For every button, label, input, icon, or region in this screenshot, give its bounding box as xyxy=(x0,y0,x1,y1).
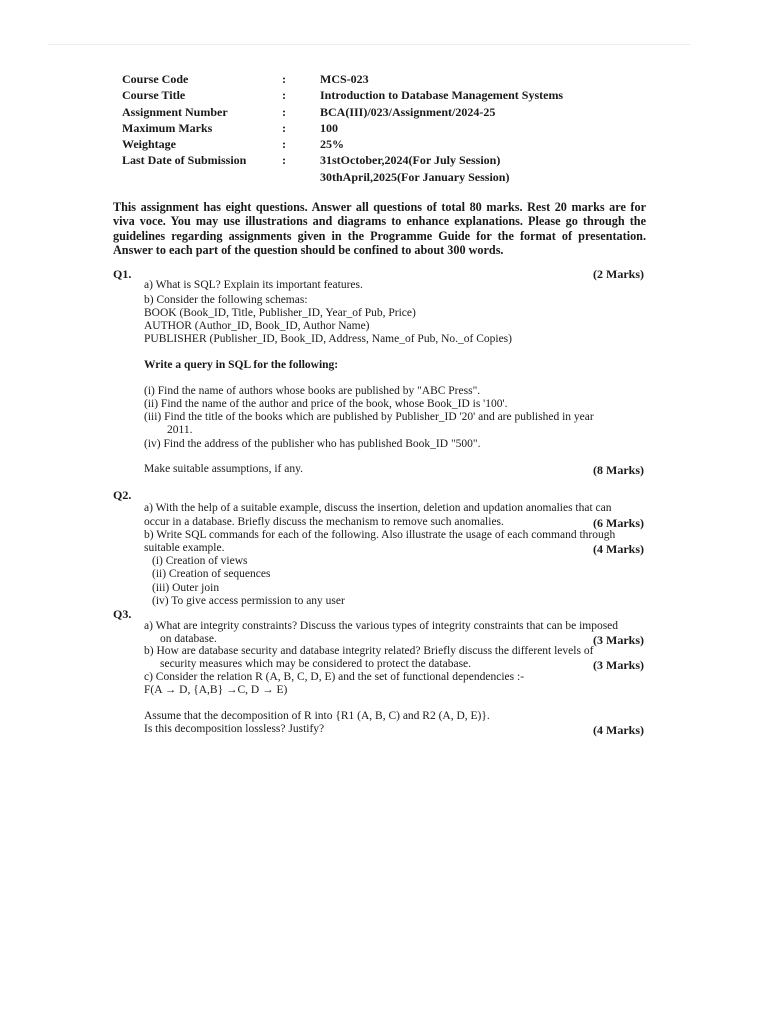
info-value: 30thApril,2025(For January Session) xyxy=(320,169,510,184)
info-colon: : xyxy=(282,72,286,86)
info-value: Introduction to Database Management Systems xyxy=(320,88,564,103)
dependency-line: F(A → D, {A,B} →C, D → E) xyxy=(144,684,288,696)
query-heading: Write a query in SQL for the following: xyxy=(144,359,339,371)
info-value: 100 xyxy=(320,120,338,135)
sub-item: (i) Creation of views xyxy=(152,555,248,567)
question-line: b) Write SQL commands for each of the following. Also illustrate the usage of each command through xyxy=(144,529,616,541)
query-item: (ii) Find the name of the author and price of the book, whose Book_ID is '100'. xyxy=(144,398,508,410)
info-label: Weightage xyxy=(122,137,176,152)
marks-label: (2 Marks) xyxy=(593,267,644,281)
question-line: b) How are database security and database integrity related? Briefly discuss the different levels of xyxy=(144,645,594,657)
question-label: Q1. xyxy=(113,267,132,281)
marks-label: (3 Marks) xyxy=(593,658,644,672)
info-colon: : xyxy=(282,88,286,103)
question-line: Assume that the decomposition of R into {R1 (A, B, C) and R2 (A, D, E)}. xyxy=(144,710,490,722)
info-row-weightage xyxy=(122,136,620,152)
question-line: occur in a database. Briefly discuss the mechanism to remove such anomalies. xyxy=(144,516,504,528)
question-label: Q3. xyxy=(113,607,132,621)
question-line: b) Consider the following schemas: xyxy=(144,294,308,306)
info-colon: : xyxy=(282,137,286,152)
info-value: MCS-023 xyxy=(320,72,369,86)
info-row-maximum-marks xyxy=(122,120,620,136)
assumptions-line: Make suitable assumptions, if any. xyxy=(144,463,303,475)
info-colon: : xyxy=(282,120,286,135)
query-item: (iii) Find the title of the books which are published by Publisher_ID '20' and are published in year xyxy=(144,411,594,423)
info-row-last-date-continued xyxy=(122,169,620,185)
question-line: security measures which may be considered to protect the database. xyxy=(160,658,472,670)
sub-item: (ii) Creation of sequences xyxy=(152,568,271,580)
info-value: 25% xyxy=(320,137,344,152)
question-line: c) Consider the relation R (A, B, C, D, E) and the set of functional dependencies :- xyxy=(144,671,525,683)
info-row-course-title xyxy=(122,87,620,103)
query-item: (i) Find the name of authors whose books are published by "ABC Press". xyxy=(144,385,481,397)
info-row-last-date xyxy=(122,152,620,168)
question-label: Q2. xyxy=(113,488,132,502)
sub-item: (iv) To give access permission to any user xyxy=(152,595,345,607)
question-line: on database. xyxy=(160,633,217,645)
page-top-rule xyxy=(48,44,690,45)
info-label: Last Date of Submission xyxy=(122,153,247,168)
question-line: a) With the help of a suitable example, discuss the insertion, deletion and updation anomalies that can xyxy=(144,502,612,514)
schema-line: BOOK (Book_ID, Title, Publisher_ID, Year_of Pub, Price) xyxy=(144,307,416,319)
info-label: Maximum Marks xyxy=(122,120,213,135)
info-label: Course Code xyxy=(122,72,189,86)
info-colon: : xyxy=(282,104,286,119)
query-item-continued: 2011. xyxy=(167,424,193,436)
info-label: Assignment Number xyxy=(122,104,228,119)
question-line: a) What is SQL? Explain its important features. xyxy=(144,279,363,291)
info-colon: : xyxy=(282,153,286,168)
query-item: (iv) Find the address of the publisher who has published Book_ID "500". xyxy=(144,438,481,450)
marks-label: (8 Marks) xyxy=(593,463,644,477)
question-line: suitable example. xyxy=(144,542,225,554)
info-value: 31stOctober,2024(For July Session) xyxy=(320,153,501,168)
info-row-assignment-number xyxy=(122,104,620,120)
question-line: a) What are integrity constraints? Discuss the various types of integrity constraints that can be imposed xyxy=(144,620,619,632)
marks-label: (3 Marks) xyxy=(593,633,644,647)
info-value: BCA(III)/023/Assignment/2024-25 xyxy=(320,104,496,119)
schema-line: AUTHOR (Author_ID, Book_ID, Author Name) xyxy=(144,320,370,332)
course-info-table xyxy=(122,71,620,185)
marks-label: (4 Marks) xyxy=(593,542,644,556)
info-label: Course Title xyxy=(122,88,186,103)
question-line: Is this decomposition lossless? Justify? xyxy=(144,723,325,735)
info-row-course-code xyxy=(122,71,620,87)
sub-item: (iii) Outer join xyxy=(152,582,220,594)
instructions-paragraph: This assignment has eight questions. Answer all questions of total 80 marks. Rest 20 marks are for viva voce. You may use illustrations and diagrams to enhance explanations. Please go through the guidelines regarding assignments given in the Programme Guide for the format of presentation. Answer to each part of the question should be confined to about 300 words. xyxy=(113,200,646,258)
marks-label: (6 Marks) xyxy=(593,516,644,530)
schema-line: PUBLISHER (Publisher_ID, Book_ID, Address, Name_of Pub, No._of Copies) xyxy=(144,333,512,345)
marks-label: (4 Marks) xyxy=(593,723,644,737)
